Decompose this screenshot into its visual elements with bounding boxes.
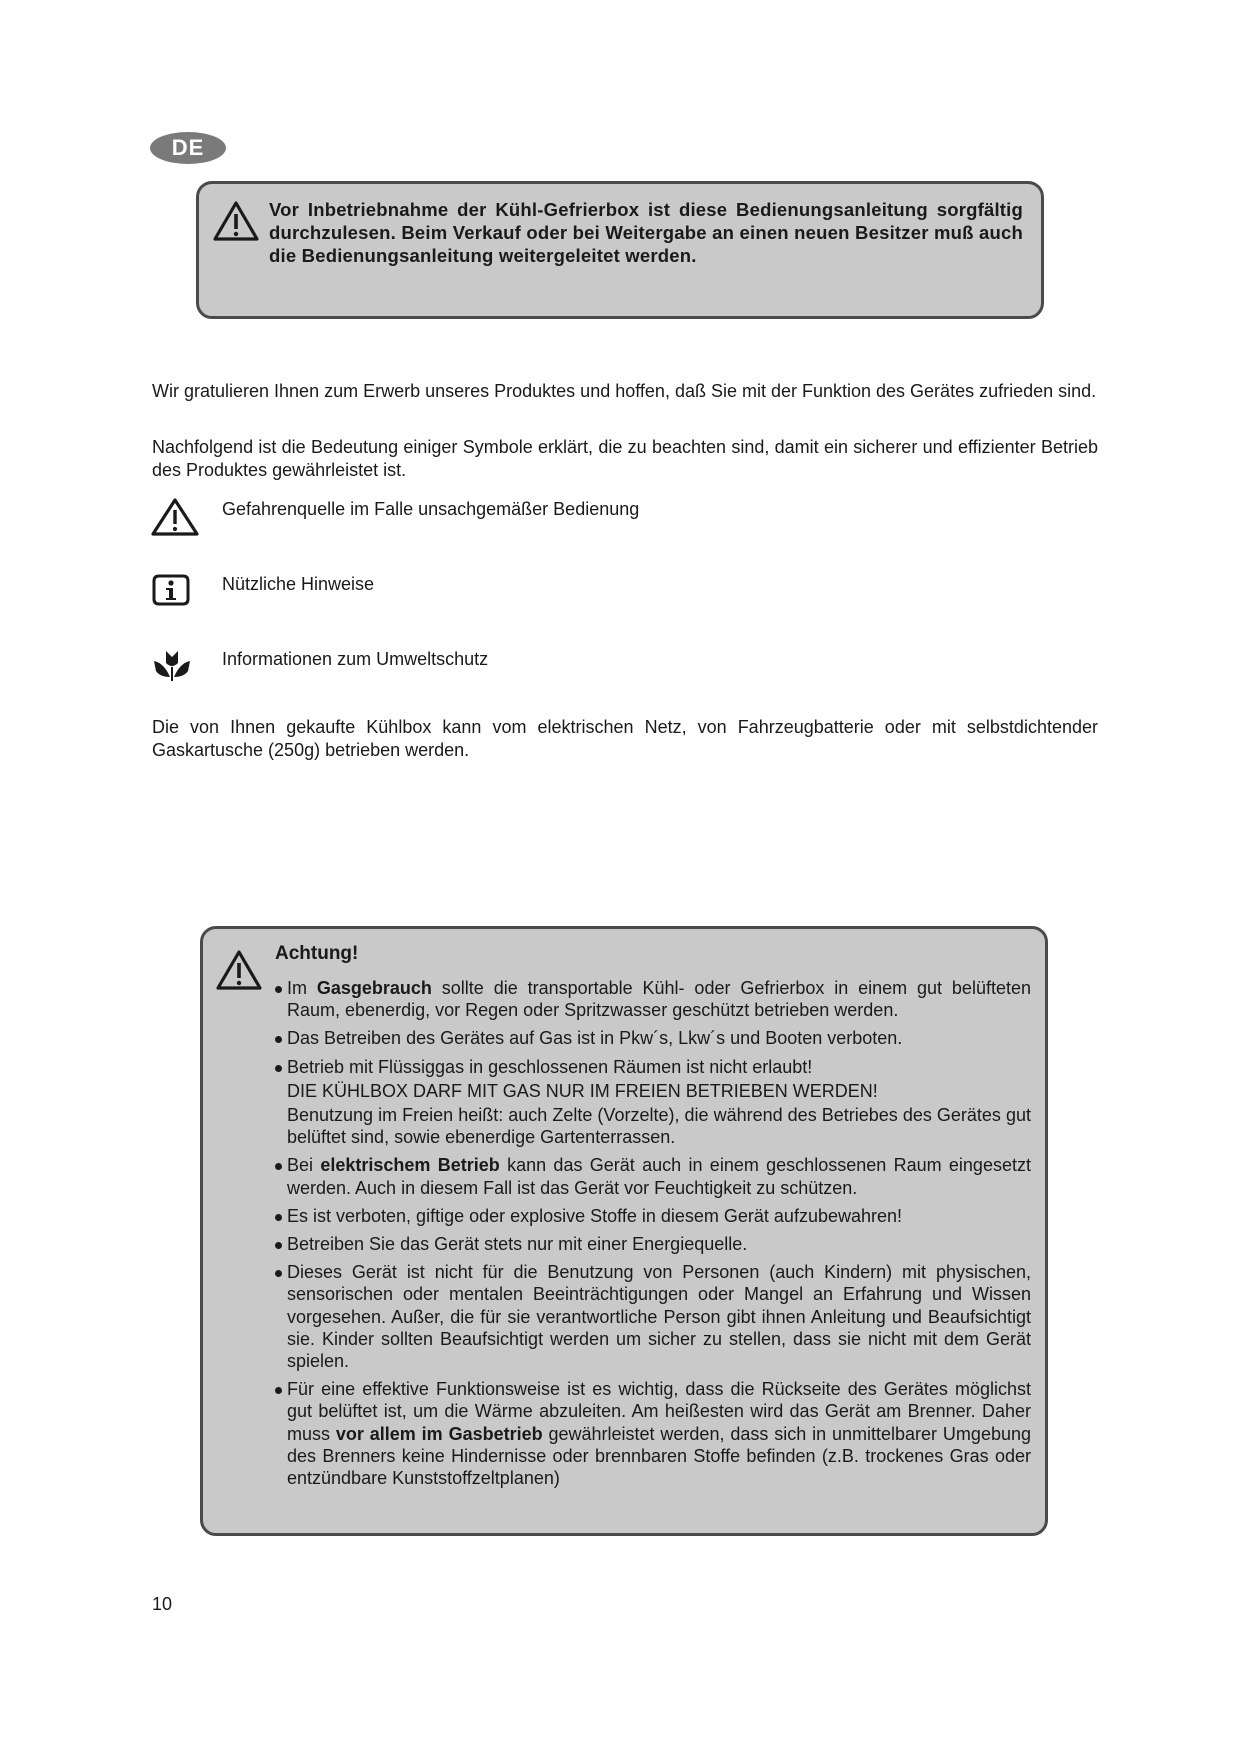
attention-item-toxic: Es ist verboten, giftige oder explosive Stoffe in diesem Gerät aufzubewahren! <box>275 1205 1031 1227</box>
intro-paragraph-2: Nachfolgend ist die Bedeutung einiger Symbole erklärt, die zu beachten sind, damit ein sicherer und effizienter Betrieb des Produktes gewährleistet ist. <box>152 437 1098 480</box>
page-number: 10 <box>152 1594 173 1614</box>
bullet <box>275 1270 282 1277</box>
info-icon <box>150 572 192 608</box>
symbol-label-danger: Gefahrenquelle im Falle unsachgemäßer Bedienung <box>222 499 640 519</box>
attention-item-single-source: Betreiben Sie das Gerät stets nur mit einer Energiequelle. <box>275 1233 1031 1255</box>
attention-item-gas-use: Im Gasgebrauch sollte die transportable Kühl- oder Gefrierbox in einem gut belüfteten Raum, ebenerdig, vor Regen oder Spritzwasser geschützt betrieben werden. <box>275 977 1031 1021</box>
attention-caps-note: DIE KÜHLBOX DARF MIT GAS NUR IM FREIEN BETRIEBEN WERDEN! <box>287 1080 878 1101</box>
warning-triangle-icon <box>215 949 263 991</box>
attention-outdoor-note: Benutzung im Freien heißt: auch Zelte (Vorzelte), die während des Betriebes des Gerätes gut belüftet sind, sowie ebenerdige Gartenterrassen. <box>287 1105 1031 1148</box>
symbol-row-info <box>150 572 850 616</box>
bullet <box>275 1163 282 1170</box>
intro-paragraph-1: Wir gratulieren Ihnen zum Erwerb unseres Produktes und hoffen, daß Sie mit der Funktion des Gerätes zufrieden sind. <box>152 381 1097 401</box>
bullet <box>275 1036 282 1043</box>
environment-flower-icon <box>150 647 194 687</box>
attention-item-persons: Dieses Gerät ist nicht für die Benutzung von Personen (auch Kindern) mit physischen, sensorischen oder mentalen Beeinträchtigungen oder Mangel an Erfahrung und Wissen vorgesehen. Außer, die für sie verantwortliche Person gibt ihnen Anleitung und Beaufsichtigt sie. Kinder sollten Beaufsichtigt werden um sicher zu stellen, dass sie nicht mit dem Gerät spielen. <box>275 1261 1031 1372</box>
top-warning-text: Vor Inbetriebnahme der Kühl-Gefrierbox ist diese Bedienungsanleitung sorgfältig durchzulesen. Beim Verkauf oder bei Weitergabe an einen neuen Besitzer muß auch die Bedienungsanleitung weitergeleitet werden. <box>269 199 1023 266</box>
warning-triangle-icon <box>150 497 200 537</box>
bullet <box>275 1214 282 1221</box>
power-info-paragraph: Die von Ihnen gekaufte Kühlbox kann vom elektrischen Netz, von Fahrzeugbatterie oder mit selbstdichtender Gaskartusche (250g) betrieben werden. <box>152 717 1098 760</box>
bullet <box>275 1242 282 1249</box>
attention-list <box>275 977 1031 1495</box>
attention-item-ventilation: Für eine effektive Funktionsweise ist es wichtig, dass die Rückseite des Gerätes möglichst gut belüftet ist, um die Wärme abzuleiten. Am heißesten wird das Gerät am Brenner. Daher muss vor allem im Gasbetrieb gewährleistet werden, dass sich in unmittelbarer Umgebung des Brenners keine Hindernisse oder brennbaren Stoffe befinden (z.B. trockenes Gras oder entzündbare Kunststoffzeltplanen) <box>275 1378 1031 1489</box>
attention-item-vehicles: Das Betreiben des Gerätes auf Gas ist in Pkw´s, Lkw´s und Booten verboten. <box>275 1027 1031 1049</box>
warning-triangle-icon <box>212 200 260 242</box>
symbol-row-environment <box>150 647 850 691</box>
top-warning-box <box>196 181 1044 319</box>
attention-item-electric: Bei elektrischem Betrieb kann das Gerät auch in einem geschlossenen Raum eingesetzt werden. Auch in diesem Fall ist das Gerät vor Feuchtigkeit zu schützen. <box>275 1154 1031 1198</box>
attention-item-closed-rooms: Betrieb mit Flüssiggas in geschlossenen Räumen ist nicht erlaubt! <box>275 1056 1031 1078</box>
symbol-row-danger <box>150 497 850 541</box>
bullet <box>275 986 282 993</box>
language-badge: DE <box>150 132 226 164</box>
bullet <box>275 1065 282 1072</box>
symbol-label-info: Nützliche Hinweise <box>222 574 375 594</box>
attention-box <box>200 926 1048 1536</box>
bullet <box>275 1387 282 1394</box>
attention-title: Achtung! <box>275 943 359 964</box>
symbol-label-environment: Informationen zum Umweltschutz <box>222 649 489 669</box>
